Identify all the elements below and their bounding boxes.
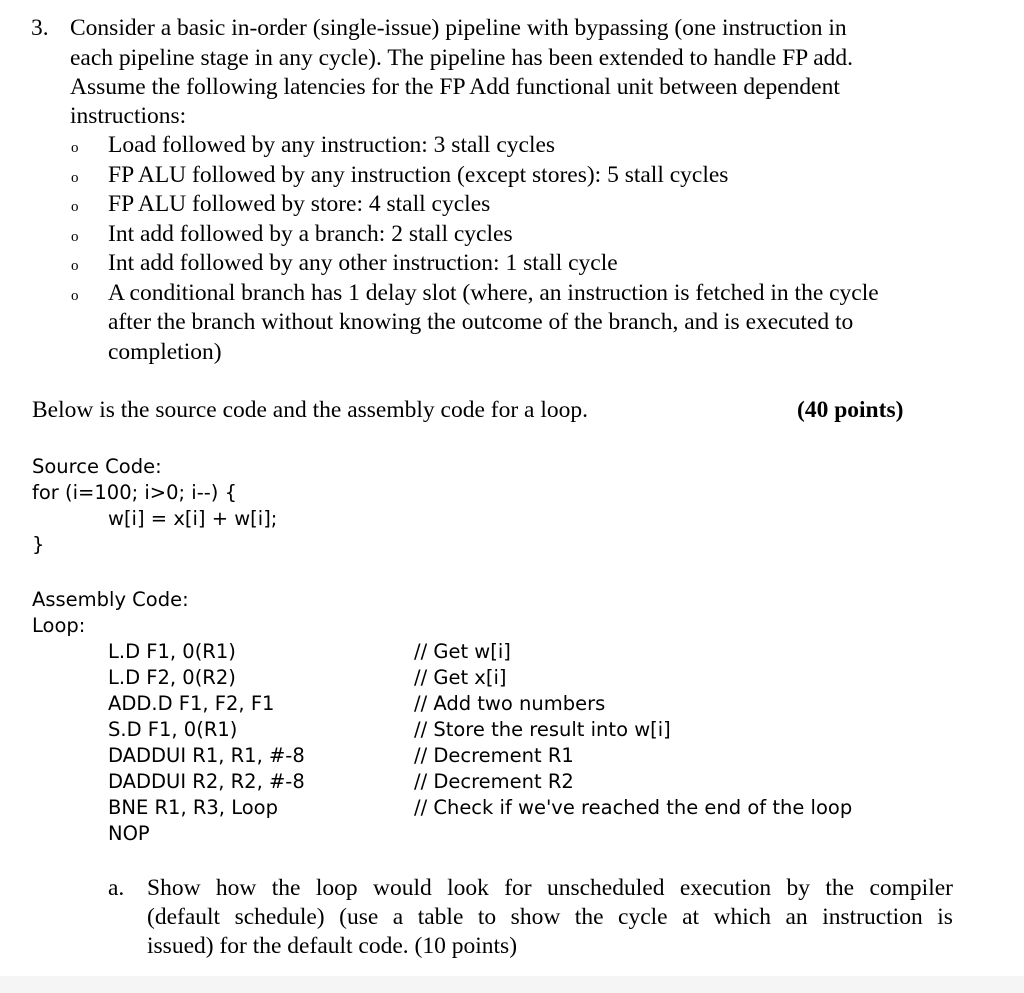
part-a-word: instruction (822, 904, 923, 930)
assembly-heading: Assembly Code: (32, 588, 189, 611)
asm-comment: // Add two numbers (414, 692, 606, 715)
asm-instruction: L.D F2, 0(R2) (108, 666, 236, 689)
part-a-word: table (417, 904, 464, 930)
bullet-icon: o (71, 140, 79, 156)
part-a-word: would (372, 875, 432, 901)
asm-comment: // Get x[i] (414, 666, 507, 689)
loop-description: Below is the source code and the assembly code for a loop. (32, 397, 589, 423)
source-line: w[i] = x[i] + w[i]; (108, 507, 278, 530)
part-a-word: loop (315, 875, 358, 901)
bullet-item-int-add-other: Int add followed by any other instruction: 1 stall cycle (108, 250, 618, 276)
asm-instruction: L.D F1, 0(R1) (108, 640, 236, 663)
part-a-word: unscheduled (546, 875, 665, 901)
points-label: (40 points) (797, 397, 904, 423)
part-a-word: Show (147, 875, 201, 901)
part-a-word: look (447, 875, 489, 901)
asm-comment: // Get w[i] (414, 640, 511, 663)
asm-comment: // Decrement R2 (414, 770, 574, 793)
part-a-word: how (215, 875, 257, 901)
loop-label: Loop: (32, 614, 86, 637)
part-a-line (147, 903, 953, 933)
asm-instruction: DADDUI R1, R1, #-8 (108, 744, 305, 767)
question-number: 3. (31, 15, 49, 41)
part-a-line (147, 874, 953, 904)
asm-instruction: S.D F1, 0(R1) (108, 718, 238, 741)
bullet-icon: o (71, 258, 79, 274)
bullet-item-load: Load followed by any instruction: 3 stall cycles (108, 132, 556, 158)
source-line: } (32, 533, 45, 556)
bullet-icon: o (71, 288, 79, 304)
bullet-icon: o (71, 170, 79, 186)
bullet-item-branch-delay: A conditional branch has 1 delay slot (where, an instruction is fetched in the cycle (108, 280, 879, 306)
bullet-item-branch-delay-cont: after the branch without knowing the outcome of the branch, and is executed to (108, 309, 854, 335)
bullet-icon: o (71, 199, 79, 215)
part-a-word: the (825, 875, 855, 901)
part-a-word: at (682, 904, 700, 930)
asm-instruction: ADD.D F1, F2, F1 (108, 692, 275, 715)
intro-line-3: Assume the following latencies for the FP Add functional unit between dependent (70, 74, 840, 100)
part-a-word: is (937, 904, 953, 930)
asm-instruction: BNE R1, R3, Loop (108, 796, 278, 819)
part-a-word: by (786, 875, 811, 901)
part-a-word: to (477, 904, 497, 930)
asm-comment: // Check if we've reached the end of the loop (414, 796, 853, 819)
part-a-word: execution (679, 875, 772, 901)
intro-line-1: Consider a basic in-order (single-issue) pipeline with bypassing (one instruction in (70, 15, 847, 41)
part-a-word: schedule) (234, 904, 325, 930)
part-a-word: (default (147, 904, 221, 930)
part-a-word: the (574, 904, 604, 930)
bullet-icon: o (71, 229, 79, 245)
bullet-item-branch-delay-cont: completion) (108, 339, 222, 365)
source-line: for (i=100; i>0; i--) { (32, 481, 237, 504)
part-a-line: issued) for the default code. (10 points) (147, 933, 518, 959)
part-a-letter: a. (108, 875, 125, 901)
source-heading: Source Code: (32, 455, 162, 478)
part-a-word: the (271, 875, 301, 901)
page-bottom-edge (0, 976, 1024, 993)
asm-comment: // Store the result into w[i] (414, 718, 671, 741)
bullet-item-fp-alu-any: FP ALU followed by any instruction (except stores): 5 stall cycles (108, 162, 729, 188)
bullet-item-int-add-branch: Int add followed by a branch: 2 stall cycles (108, 221, 513, 247)
part-a-word: cycle (618, 904, 668, 930)
intro-line-2: each pipeline stage in any cycle). The pipeline has been extended to handle FP add. (70, 45, 854, 71)
part-a-word: compiler (869, 875, 953, 901)
bullet-item-fp-alu-store: FP ALU followed by store: 4 stall cycles (108, 191, 491, 217)
part-a-word: for (504, 875, 532, 901)
asm-comment: // Decrement R1 (414, 744, 574, 767)
part-a-word: show (510, 904, 561, 930)
intro-line-4: instructions: (70, 103, 187, 129)
part-a-word: a (392, 904, 404, 930)
asm-instruction: DADDUI R2, R2, #-8 (108, 770, 305, 793)
asm-instruction: NOP (108, 822, 150, 845)
part-a-word: an (785, 904, 808, 930)
part-a-word: which (713, 904, 771, 930)
part-a-word: (use (339, 904, 379, 930)
